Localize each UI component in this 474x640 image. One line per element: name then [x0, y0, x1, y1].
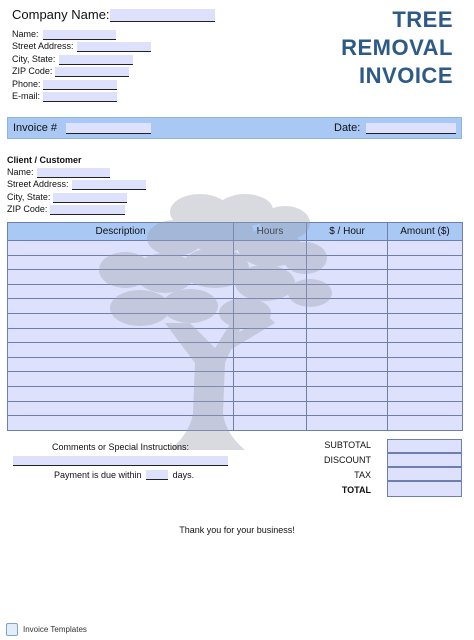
hours-cell[interactable] [234, 255, 307, 270]
description-cell[interactable] [8, 343, 234, 358]
amount-cell[interactable] [388, 313, 463, 328]
rate-cell[interactable] [307, 313, 388, 328]
description-cell[interactable] [8, 299, 234, 314]
amount-cell[interactable] [388, 284, 463, 299]
date-label: Date: [334, 122, 361, 134]
subtotal-value[interactable] [387, 439, 462, 453]
amount-cell[interactable] [388, 357, 463, 372]
invoice-title [341, 6, 453, 90]
payment-terms [54, 470, 194, 481]
total-label: TOTAL [341, 485, 371, 495]
table-row [8, 270, 463, 285]
description-cell[interactable] [8, 401, 234, 416]
company-field-street-label: Street Address: [12, 41, 74, 51]
company-email-input[interactable] [43, 92, 117, 102]
amount-cell[interactable] [388, 416, 463, 431]
hours-cell[interactable] [234, 401, 307, 416]
rate-cell[interactable] [307, 328, 388, 343]
amount-cell[interactable] [388, 386, 463, 401]
hours-cell[interactable] [234, 386, 307, 401]
amount-cell[interactable] [388, 241, 463, 256]
footer-brand: Invoice Templates [23, 625, 87, 634]
rate-cell[interactable] [307, 401, 388, 416]
tax-label: TAX [354, 470, 371, 480]
rate-cell[interactable] [307, 270, 388, 285]
company-field-email-label: E-mail: [12, 91, 41, 101]
comments-input[interactable] [13, 456, 228, 466]
company-city-input[interactable] [59, 55, 133, 65]
tax-value[interactable] [387, 467, 462, 481]
items-table [7, 222, 463, 431]
table-row [8, 372, 463, 387]
description-cell[interactable] [8, 241, 234, 256]
hours-cell[interactable] [234, 372, 307, 387]
description-cell[interactable] [8, 255, 234, 270]
company-field-zip-label: ZIP Code: [12, 66, 53, 76]
hours-cell[interactable] [234, 328, 307, 343]
thank-you-note: Thank you for your business! [179, 525, 295, 535]
company-field-phone-label: Phone: [12, 79, 41, 89]
amount-cell[interactable] [388, 270, 463, 285]
col-description: Description [8, 223, 234, 241]
client-field-zip-label: ZIP Code: [7, 204, 48, 214]
table-row [8, 357, 463, 372]
description-cell[interactable] [8, 284, 234, 299]
amount-cell[interactable] [388, 328, 463, 343]
client-city-input[interactable] [53, 193, 127, 203]
client-field-name-label: Name: [7, 167, 34, 177]
invoice-bar [7, 117, 462, 139]
hours-cell[interactable] [234, 343, 307, 358]
hours-cell[interactable] [234, 416, 307, 431]
title-line-3: INVOICE [359, 63, 453, 88]
title-line-2: REMOVAL [341, 35, 453, 60]
table-row [8, 401, 463, 416]
invoice-number-input[interactable] [66, 123, 151, 134]
invoice-number-label: Invoice # [13, 122, 58, 134]
table-row [8, 299, 463, 314]
rate-cell[interactable] [307, 299, 388, 314]
amount-cell[interactable] [388, 401, 463, 416]
client-name-input[interactable] [37, 168, 110, 178]
client-field-city-label: City, State: [7, 192, 51, 202]
description-cell[interactable] [8, 416, 234, 431]
client-section-title: Client / Customer [7, 155, 82, 165]
payment-suffix: days. [172, 470, 195, 480]
table-row [8, 386, 463, 401]
items-header-row [8, 223, 463, 241]
company-phone-input[interactable] [43, 80, 117, 90]
rate-cell[interactable] [307, 255, 388, 270]
amount-cell[interactable] [388, 255, 463, 270]
client-zip-input[interactable] [50, 205, 125, 215]
rate-cell[interactable] [307, 386, 388, 401]
description-cell[interactable] [8, 357, 234, 372]
table-row [8, 313, 463, 328]
table-row [8, 241, 463, 256]
company-field-city-label: City, State: [12, 54, 56, 64]
hours-cell[interactable] [234, 241, 307, 256]
amount-cell[interactable] [388, 372, 463, 387]
hours-cell[interactable] [234, 313, 307, 328]
discount-label: DISCOUNT [324, 455, 371, 465]
discount-value[interactable] [387, 453, 462, 467]
col-amount: Amount ($) [388, 223, 463, 241]
amount-cell[interactable] [388, 343, 463, 358]
client-street-input[interactable] [72, 180, 146, 190]
col-hours: Hours [234, 223, 307, 241]
company-name-input[interactable] [43, 30, 116, 40]
table-row [8, 416, 463, 431]
company-zip-input[interactable] [55, 67, 129, 77]
table-row [8, 343, 463, 358]
description-cell[interactable] [8, 270, 234, 285]
rate-cell[interactable] [307, 416, 388, 431]
document-icon [6, 623, 18, 636]
company-street-input[interactable] [77, 42, 151, 52]
rate-cell[interactable] [307, 357, 388, 372]
table-row [8, 328, 463, 343]
hours-cell[interactable] [234, 357, 307, 372]
client-field-street-label: Street Address: [7, 179, 69, 189]
description-cell[interactable] [8, 372, 234, 387]
total-value[interactable] [387, 481, 462, 497]
rate-cell[interactable] [307, 372, 388, 387]
amount-cell[interactable] [388, 299, 463, 314]
rate-cell[interactable] [307, 343, 388, 358]
items-body [8, 241, 463, 431]
description-cell[interactable] [8, 386, 234, 401]
table-row [8, 255, 463, 270]
company-name-field[interactable] [110, 9, 215, 22]
rate-cell[interactable] [307, 241, 388, 256]
company-name-label: Company Name: [12, 7, 110, 22]
hours-cell[interactable] [234, 284, 307, 299]
subtotal-label: SUBTOTAL [324, 440, 371, 450]
comments-label: Comments or Special Instructions: [52, 442, 190, 452]
company-field-name-label: Name: [12, 29, 39, 39]
payment-prefix: Payment is due within [54, 470, 142, 480]
description-cell[interactable] [8, 328, 234, 343]
hours-cell[interactable] [234, 299, 307, 314]
description-cell[interactable] [8, 313, 234, 328]
col-rate: $ / Hour [307, 223, 388, 241]
date-input[interactable] [366, 123, 456, 134]
hours-cell[interactable] [234, 270, 307, 285]
totals-labels [324, 438, 371, 498]
title-line-1: TREE [392, 7, 453, 32]
table-row [8, 284, 463, 299]
payment-days-input[interactable] [146, 470, 168, 480]
rate-cell[interactable] [307, 284, 388, 299]
